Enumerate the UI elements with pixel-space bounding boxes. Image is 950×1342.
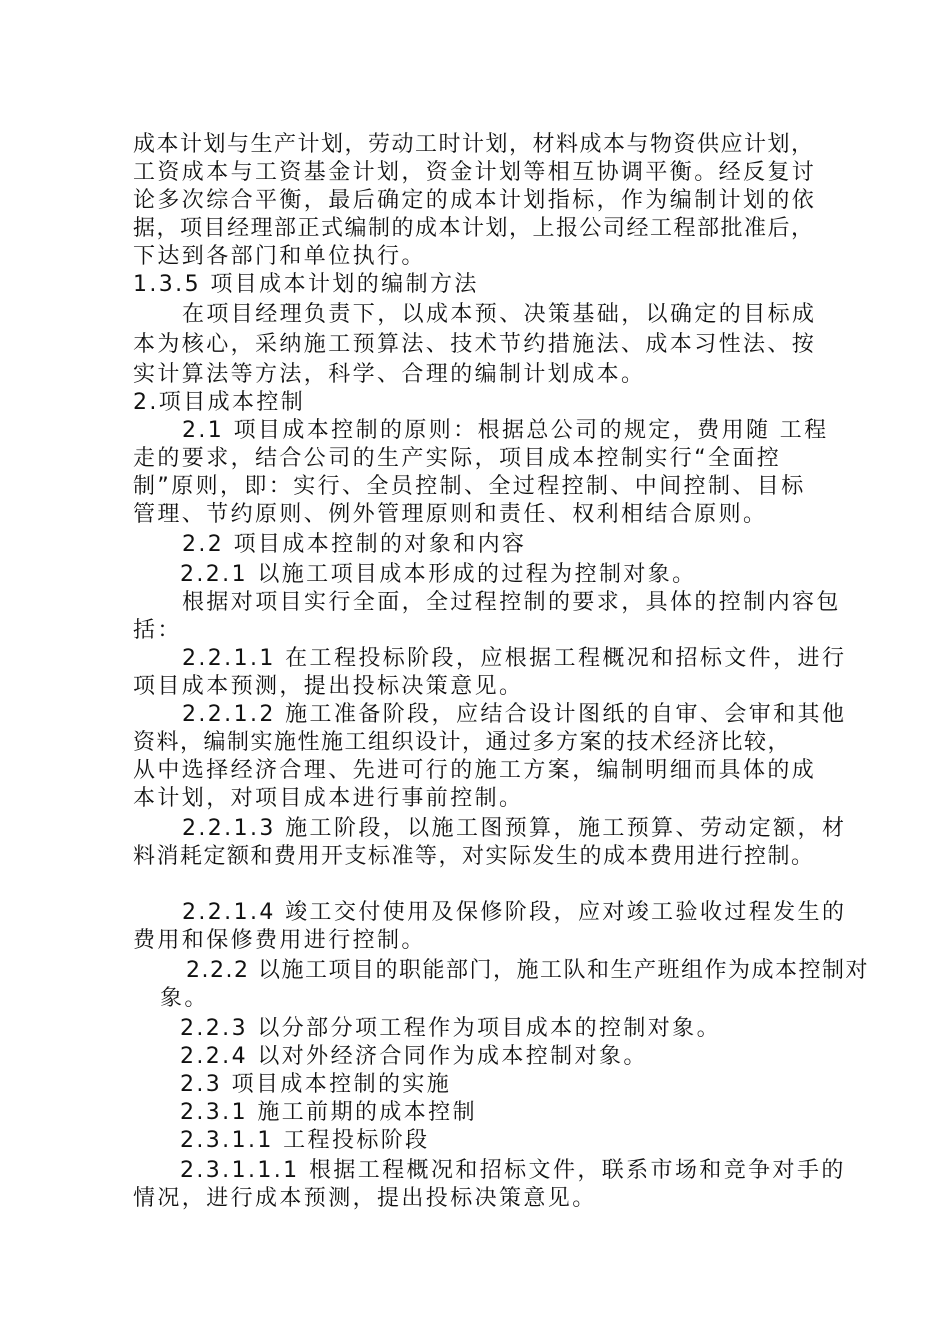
text-line: 从中选择经济合理、先进可行的施工方案，编制明细而具体的成 bbox=[133, 758, 817, 783]
text-line: 2.2.1.1 在工程投标阶段，应根据工程概况和招标文件，进行 bbox=[182, 646, 847, 671]
text-line: 料消耗定额和费用开支标准等，对实际发生的成本费用进行控制。 bbox=[133, 844, 815, 869]
text-line: 2.1 项目成本控制的原则：根据总公司的规定，费用随 工程 bbox=[182, 418, 829, 443]
section-heading: 1.3.5 项目成本计划的编制方法 bbox=[133, 272, 479, 297]
subsection-heading: 2.3 项目成本控制的实施 bbox=[180, 1072, 452, 1097]
text-line: 费用和保修费用进行控制。 bbox=[133, 928, 426, 953]
text-line: 管理、节约原则、例外管理原则和责任、权利相结合原则。 bbox=[133, 502, 768, 527]
text-line: 情况，进行成本预测，提出投标决策意见。 bbox=[133, 1186, 597, 1211]
text-line: 论多次综合平衡，最后确定的成本计划指标，作为编制计划的依 bbox=[133, 188, 817, 213]
text-line: 制”原则，即：实行、全员控制、全过程控制、中间控制、目标 bbox=[133, 474, 806, 499]
text-line: 走的要求，结合公司的生产实际，项目成本控制实行“全面控 bbox=[133, 446, 782, 471]
subsection-heading: 2.3.1.1 工程投标阶段 bbox=[180, 1128, 430, 1153]
text-line: 2.3.1.1.1 根据工程概况和招标文件，联系市场和竞争对手的 bbox=[180, 1158, 846, 1183]
text-line: 2.2.2 以施工项目的职能部门，施工队和生产班组作为成本控制对 bbox=[186, 958, 869, 983]
section-heading: 2.项目成本控制 bbox=[133, 390, 306, 415]
subsection-heading: 2.2 项目成本控制的对象和内容 bbox=[182, 532, 527, 557]
text-line: 2.2.3 以分部分项工程作为项目成本的控制对象。 bbox=[180, 1016, 721, 1041]
text-line: 项目成本预测，提出投标决策意见。 bbox=[133, 674, 524, 699]
text-line: 成本计划与生产计划，劳动工时计划，材料成本与物资供应计划， bbox=[133, 132, 815, 157]
text-line: 括： bbox=[133, 618, 182, 643]
text-line: 2.2.1.4 竣工交付使用及保修阶段，应对竣工验收过程发生的 bbox=[182, 900, 847, 925]
text-line: 2.2.1 以施工项目成本形成的过程为控制对象。 bbox=[180, 562, 697, 587]
text-line: 据，项目经理部正式编制的成本计划，上报公司经工程部批准后， bbox=[133, 216, 815, 241]
text-line: 实计算法等方法，科学、合理的编制计划成本。 bbox=[133, 362, 646, 387]
text-line: 工资成本与工资基金计划，资金计划等相互协调平衡。经反复讨 bbox=[133, 160, 817, 185]
subsection-heading: 2.3.1 施工前期的成本控制 bbox=[180, 1100, 477, 1125]
text-line: 象。 bbox=[160, 986, 209, 1011]
text-line: 2.2.1.3 施工阶段，以施工图预算，施工预算、劳动定额，材 bbox=[182, 816, 847, 841]
text-line: 下达到各部门和单位执行。 bbox=[133, 244, 426, 269]
text-line: 资料，编制实施性施工组织设计，通过多方案的技术经济比较， bbox=[133, 730, 792, 755]
text-line: 本计划，对项目成本进行事前控制。 bbox=[133, 786, 524, 811]
text-line: 2.2.4 以对外经济合同作为成本控制对象。 bbox=[180, 1044, 648, 1069]
text-line: 2.2.1.2 施工准备阶段，应结合设计图纸的自审、会审和其他 bbox=[182, 702, 847, 727]
text-line: 根据对项目实行全面，全过程控制的要求，具体的控制内容包 bbox=[182, 590, 841, 615]
text-line: 在项目经理负责下，以成本预、决策基础，以确定的目标成 bbox=[182, 302, 817, 327]
text-line: 本为核心，采纳施工预算法、技术节约措施法、成本习性法、按 bbox=[133, 332, 817, 357]
